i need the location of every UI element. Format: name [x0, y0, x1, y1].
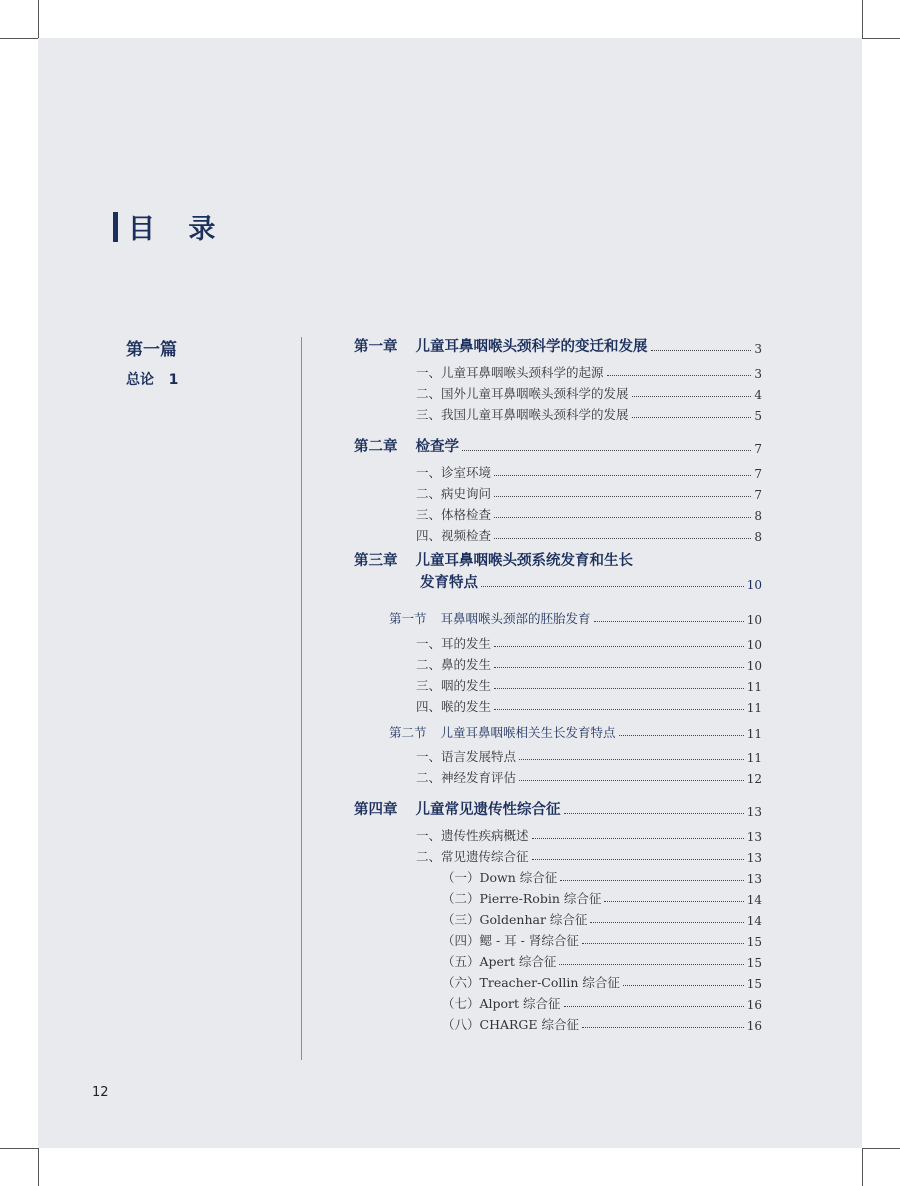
toc-entry-title: 二、病史询问	[416, 486, 492, 501]
toc-entry-title: 一、儿童耳鼻咽喉头颈科学的起源	[416, 365, 604, 380]
toc-page-number: 4	[754, 388, 762, 402]
crop-mark	[0, 38, 38, 39]
crop-mark	[862, 38, 900, 39]
toc-page-number: 7	[754, 467, 762, 481]
toc-entry-title: 检查学	[415, 438, 459, 455]
toc-page-number: 8	[754, 509, 762, 523]
toc-entry-title: （八）CHARGE 综合征	[442, 1017, 579, 1032]
toc-item	[416, 676, 762, 694]
toc-page-number: 10	[746, 578, 762, 592]
toc-subitem	[442, 973, 762, 991]
chapter-number: 第三章	[354, 552, 398, 569]
leader-dots	[532, 837, 744, 839]
leader-dots	[619, 734, 744, 736]
toc-page-number: 13	[746, 830, 762, 844]
leader-dots	[623, 984, 744, 986]
toc-chapter	[420, 571, 762, 592]
toc-entry-title: 一、诊室环境	[416, 465, 492, 480]
toc-entry-title: 二、国外儿童耳鼻咽喉头颈科学的发展	[416, 386, 629, 401]
toc-entry-title: 二、鼻的发生	[416, 657, 492, 672]
toc-item	[416, 847, 762, 865]
leader-dots	[462, 449, 751, 451]
leader-dots	[607, 374, 752, 376]
toc-page-number: 11	[746, 727, 762, 741]
leader-dots	[604, 900, 743, 902]
toc-entry-title: （四）鳃 - 耳 - 肾综合征	[442, 933, 579, 948]
toc-page-number: 14	[746, 914, 762, 928]
toc-entry-title: 儿童常见遗传性综合征	[415, 801, 561, 818]
page-title-text: 目 录	[128, 214, 228, 245]
leader-dots	[559, 963, 743, 965]
toc-entry-title: （二）Pierre-Robin 综合征	[442, 891, 602, 906]
toc-item	[416, 463, 762, 481]
part-subtitle: 总论	[126, 372, 154, 388]
crop-mark	[38, 1148, 39, 1186]
toc-entry-title: （三）Goldenhar 综合征	[442, 912, 588, 927]
toc-page-number: 15	[746, 956, 762, 970]
toc-page-number: 13	[746, 805, 762, 819]
toc-entry-title: 四、视频检查	[416, 528, 492, 543]
toc-item	[416, 484, 762, 502]
leader-dots	[519, 758, 744, 760]
leader-dots	[651, 349, 752, 351]
leader-dots	[494, 495, 751, 497]
toc-page-number: 3	[754, 367, 762, 381]
toc-chapter	[354, 435, 762, 456]
chapter-number: 第二章	[354, 438, 398, 455]
toc-page-number: 14	[746, 893, 762, 907]
toc-page-number: 7	[754, 442, 762, 456]
toc-subitem	[442, 889, 762, 907]
toc-page-number: 13	[746, 851, 762, 865]
crop-mark	[0, 1148, 38, 1149]
toc-entry-title: （七）Alport 综合征	[442, 996, 561, 1011]
toc-entry-title: （一）Down 综合征	[442, 870, 558, 885]
part-subtitle-line	[126, 369, 178, 389]
leader-dots	[632, 395, 752, 397]
leader-dots	[494, 537, 751, 539]
toc-item	[416, 826, 762, 844]
toc-item	[416, 526, 762, 544]
toc-chapter	[354, 798, 762, 819]
toc-entry-title: 二、常见遗传综合征	[416, 849, 529, 864]
toc-entry-title: 儿童耳鼻咽喉相关生长发育特点	[440, 725, 616, 740]
toc-item	[416, 697, 762, 715]
part-heading	[126, 335, 178, 389]
toc-page-number: 11	[746, 680, 762, 694]
leader-dots	[494, 687, 744, 689]
leader-dots	[564, 812, 744, 814]
toc-subitem	[442, 931, 762, 949]
toc-page-number: 11	[746, 751, 762, 765]
chapter-title: 儿童耳鼻咽喉头颈系统发育和生长	[415, 552, 633, 569]
toc-entry-title: 三、我国儿童耳鼻咽喉头颈科学的发展	[416, 407, 629, 422]
toc-section	[389, 609, 762, 627]
toc-chapter	[354, 335, 762, 356]
toc-entry-title: 一、遗传性疾病概述	[416, 828, 529, 843]
toc-subitem	[442, 994, 762, 1012]
toc-entry-title: 二、神经发育评估	[416, 770, 517, 785]
leader-dots	[519, 779, 744, 781]
toc-subitem	[442, 868, 762, 886]
toc-section	[389, 723, 762, 741]
section-number: 第二节	[389, 725, 427, 740]
leader-dots	[494, 666, 744, 668]
leader-dots	[494, 516, 751, 518]
toc-entry-title: 四、喉的发生	[416, 699, 492, 714]
page-number: 12	[92, 1085, 109, 1100]
part-label: 第一篇	[126, 340, 177, 360]
leader-dots	[564, 1005, 744, 1007]
toc-page-number: 10	[746, 638, 762, 652]
toc-entry-title: 儿童耳鼻咽喉头颈科学的变迁和发展	[415, 338, 648, 355]
toc-entry-title: 一、语言发展特点	[416, 749, 517, 764]
chapter-title-cont: 发育特点	[420, 574, 478, 591]
toc-item	[416, 634, 762, 652]
toc-entry-title: 耳鼻咽喉头颈部的胚胎发育	[440, 611, 591, 626]
leader-dots	[590, 921, 743, 923]
leader-dots	[494, 645, 744, 647]
toc-entry-title: （六）Treacher-Collin 综合征	[442, 975, 620, 990]
toc-page-number: 8	[754, 530, 762, 544]
toc-item	[416, 384, 762, 402]
toc-item	[416, 505, 762, 523]
toc-item	[416, 768, 762, 786]
leader-dots	[582, 1026, 744, 1028]
leader-dots	[494, 708, 744, 710]
leader-dots	[632, 416, 752, 418]
toc-entry-title: 三、咽的发生	[416, 678, 492, 693]
title-accent-bar	[113, 212, 118, 242]
toc-entry-title: （五）Apert 综合征	[442, 954, 557, 969]
chapter-number: 第一章	[354, 338, 398, 355]
toc-chapter-line1	[354, 549, 633, 570]
leader-dots	[594, 620, 744, 622]
toc-page-number: 5	[754, 409, 762, 423]
leader-dots	[494, 474, 751, 476]
toc-page-number: 16	[746, 1019, 762, 1033]
toc-item	[416, 405, 762, 423]
page-title	[113, 207, 227, 246]
toc-subitem	[442, 952, 762, 970]
toc-item	[416, 363, 762, 381]
toc-entry-title: 一、耳的发生	[416, 636, 492, 651]
toc-page-number: 12	[746, 772, 762, 786]
toc-page-number: 10	[746, 659, 762, 673]
toc-page-number: 15	[746, 935, 762, 949]
toc-subitem	[442, 1015, 762, 1033]
crop-mark	[862, 1148, 900, 1149]
part-page: 1	[168, 372, 179, 388]
toc-page-number: 15	[746, 977, 762, 991]
toc-item	[416, 655, 762, 673]
leader-dots	[481, 585, 744, 587]
crop-mark	[862, 0, 863, 38]
toc-page-number: 10	[746, 613, 762, 627]
crop-mark	[862, 1148, 863, 1186]
toc-page-number: 7	[754, 488, 762, 502]
toc-item	[416, 747, 762, 765]
crop-mark	[38, 0, 39, 38]
chapter-number: 第四章	[354, 801, 398, 818]
toc-subitem	[442, 910, 762, 928]
column-divider	[301, 337, 302, 1060]
toc-entry-title: 三、体格检查	[416, 507, 492, 522]
toc-page-number: 3	[754, 342, 762, 356]
section-number: 第一节	[389, 611, 427, 626]
leader-dots	[582, 942, 744, 944]
leader-dots	[532, 858, 744, 860]
toc-page-number: 13	[746, 872, 762, 886]
toc-page-number: 11	[746, 701, 762, 715]
leader-dots	[560, 879, 743, 881]
toc-page-number: 16	[746, 998, 762, 1012]
